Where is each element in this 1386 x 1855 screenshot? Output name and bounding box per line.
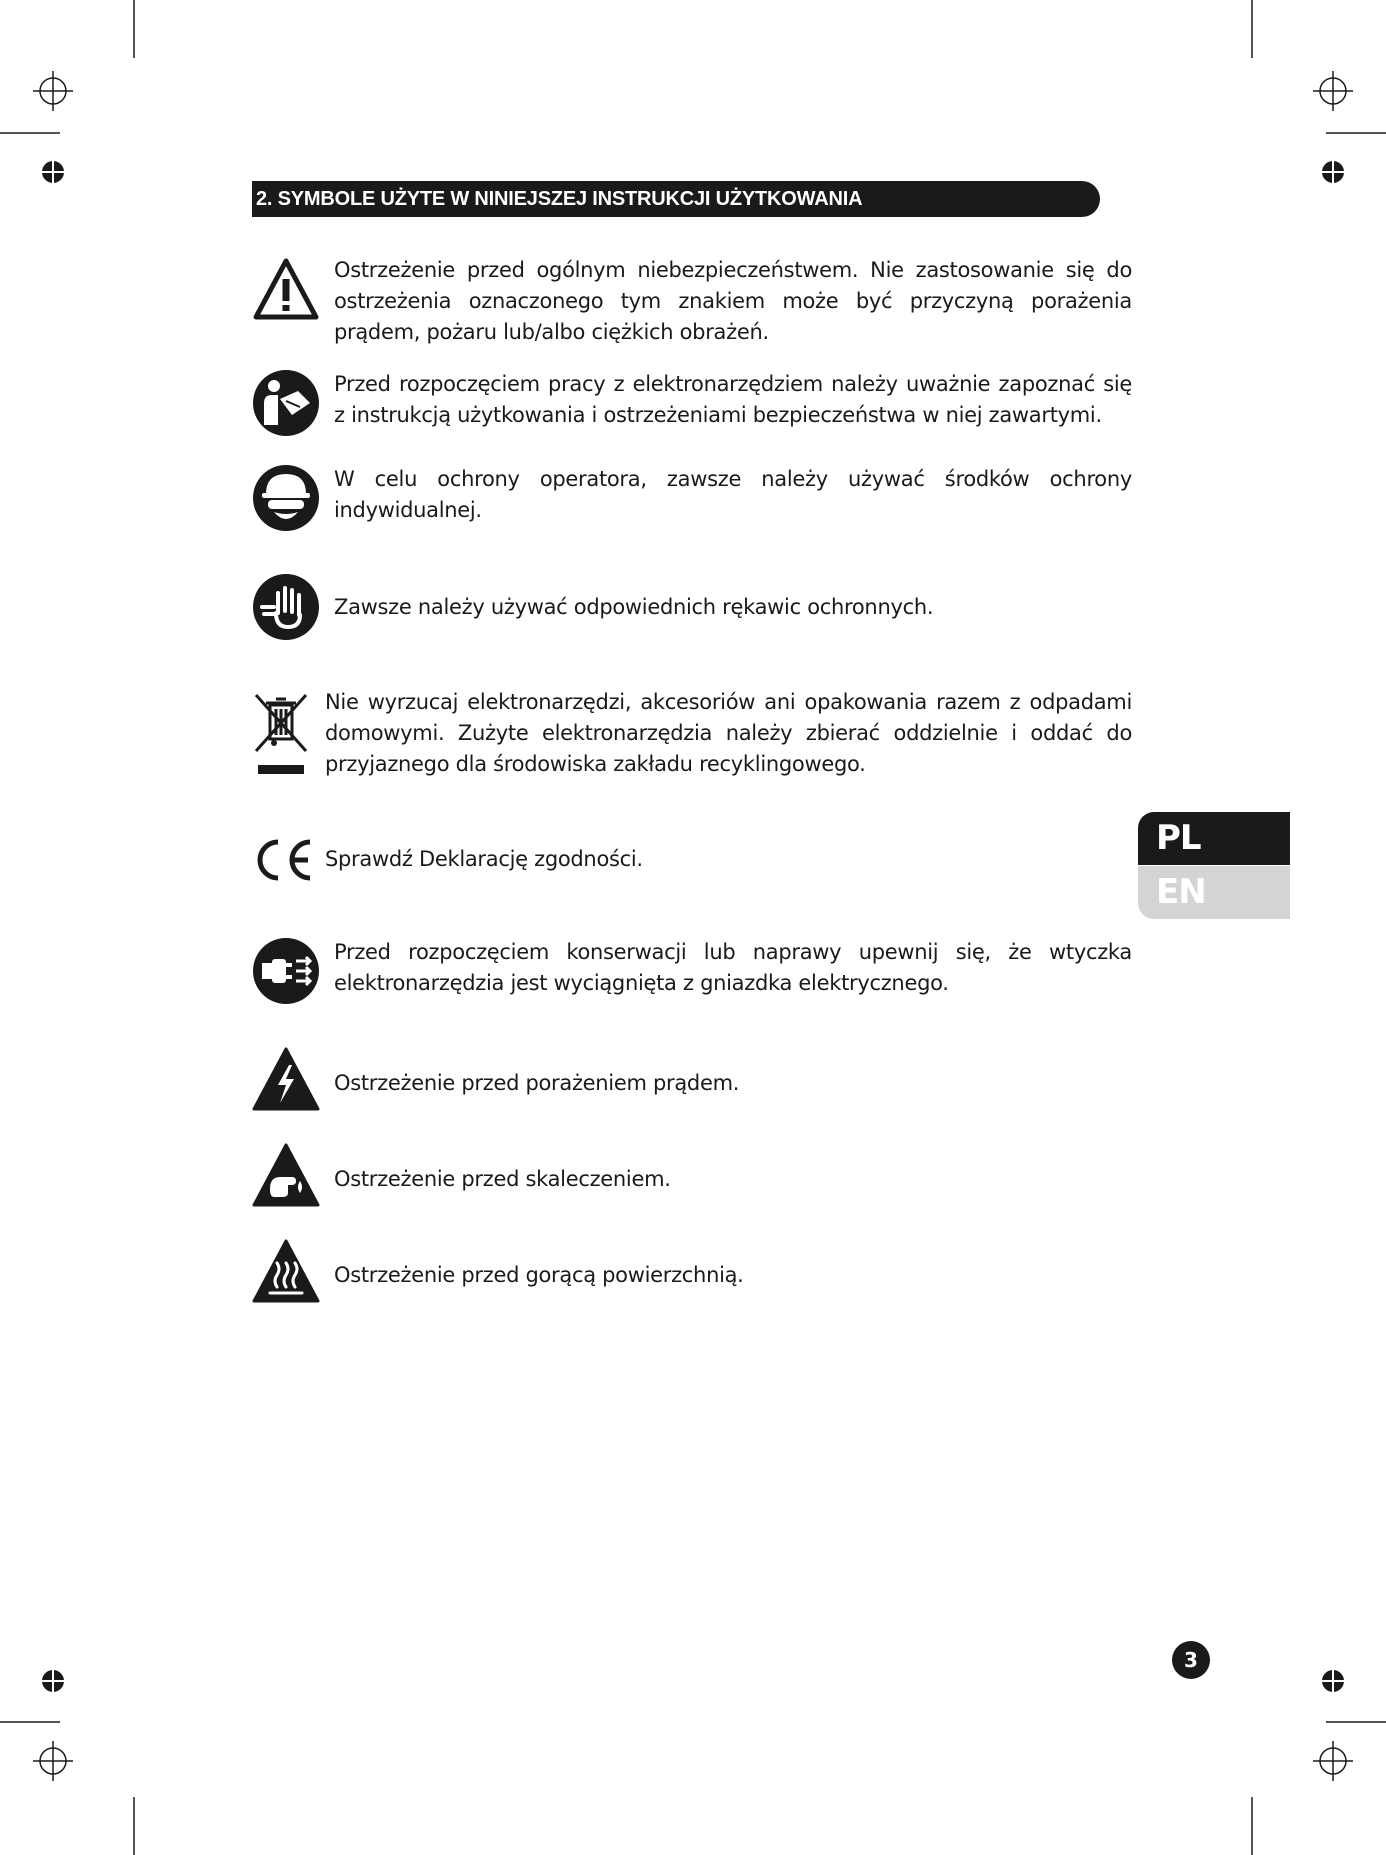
symbol-description: Zawsze należy używać odpowiednich rękawic ochronnych. [334,595,934,619]
registration-mark-top-left [33,71,73,111]
symbol-description: Ostrzeżenie przed ogólnym niebezpieczeństwem. Nie zastosowanie się do ostrzeżenia oznaczonego tym znakiem może być przyczyną porażenia prądem, pożaru lub/albo ciężkich obrażeń. [334,258,1132,344]
protective-equipment-icon [252,464,320,532]
cut-hazard-icon [252,1141,320,1209]
symbol-description: Ostrzeżenie przed gorącą powierzchnią. [334,1263,744,1287]
protective-gloves-icon [252,573,320,641]
section-title: 2. SYMBOLE UŻYTE W NINIEJSZEJ INSTRUKCJI UŻYTKOWANIA [252,181,1100,217]
registration-mark-bottom-left [33,1741,73,1781]
registration-mark-top-right [1313,71,1353,111]
bullseye-mark-bottom-right [1321,1669,1345,1693]
symbol-description: W celu ochrony operatora, zawsze należy używać środków ochrony indywidualnej. [334,467,1132,522]
hot-surface-icon [252,1237,320,1305]
weee-crossed-bin-icon [252,687,310,779]
bullseye-mark-top-left [41,160,65,184]
language-tab-en[interactable]: EN [1138,866,1290,919]
symbol-description: Przed rozpoczęciem pracy z elektronarzędziem należy uważnie zapoznać się z instrukcją użytkowania i ostrzeżeniami bezpieczeństwa w niej zawartymi. [334,372,1132,427]
symbol-description: Sprawdź Deklarację zgodności. [325,847,643,871]
bullseye-mark-top-right [1321,160,1345,184]
symbol-description: Ostrzeżenie przed skaleczeniem. [334,1167,671,1191]
page-number: 3 [1172,1641,1210,1679]
unplug-icon [252,937,320,1005]
symbol-description: Ostrzeżenie przed porażeniem prądem. [334,1071,740,1095]
electric-shock-icon [252,1045,320,1113]
ce-mark-icon [252,838,314,882]
read-manual-icon [252,369,320,437]
registration-mark-bottom-right [1313,1741,1353,1781]
symbol-description: Nie wyrzucaj elektronarzędzi, akcesoriów ani opakowania razem z odpadami domowymi. Zużyte elektronarzędzia należy zbierać oddzielnie i oddać do przyjaznego dla środowiska zakładu recyklingowego. [325,690,1132,776]
general-danger-triangle-icon [252,255,320,323]
symbol-description: Przed rozpoczęciem konserwacji lub naprawy upewnij się, że wtyczka elektronarzędzia jest wyciągnięta z gniazdka elektrycznego. [334,940,1132,995]
language-tab-pl[interactable]: PL [1138,812,1290,865]
bullseye-mark-bottom-left [41,1669,65,1693]
